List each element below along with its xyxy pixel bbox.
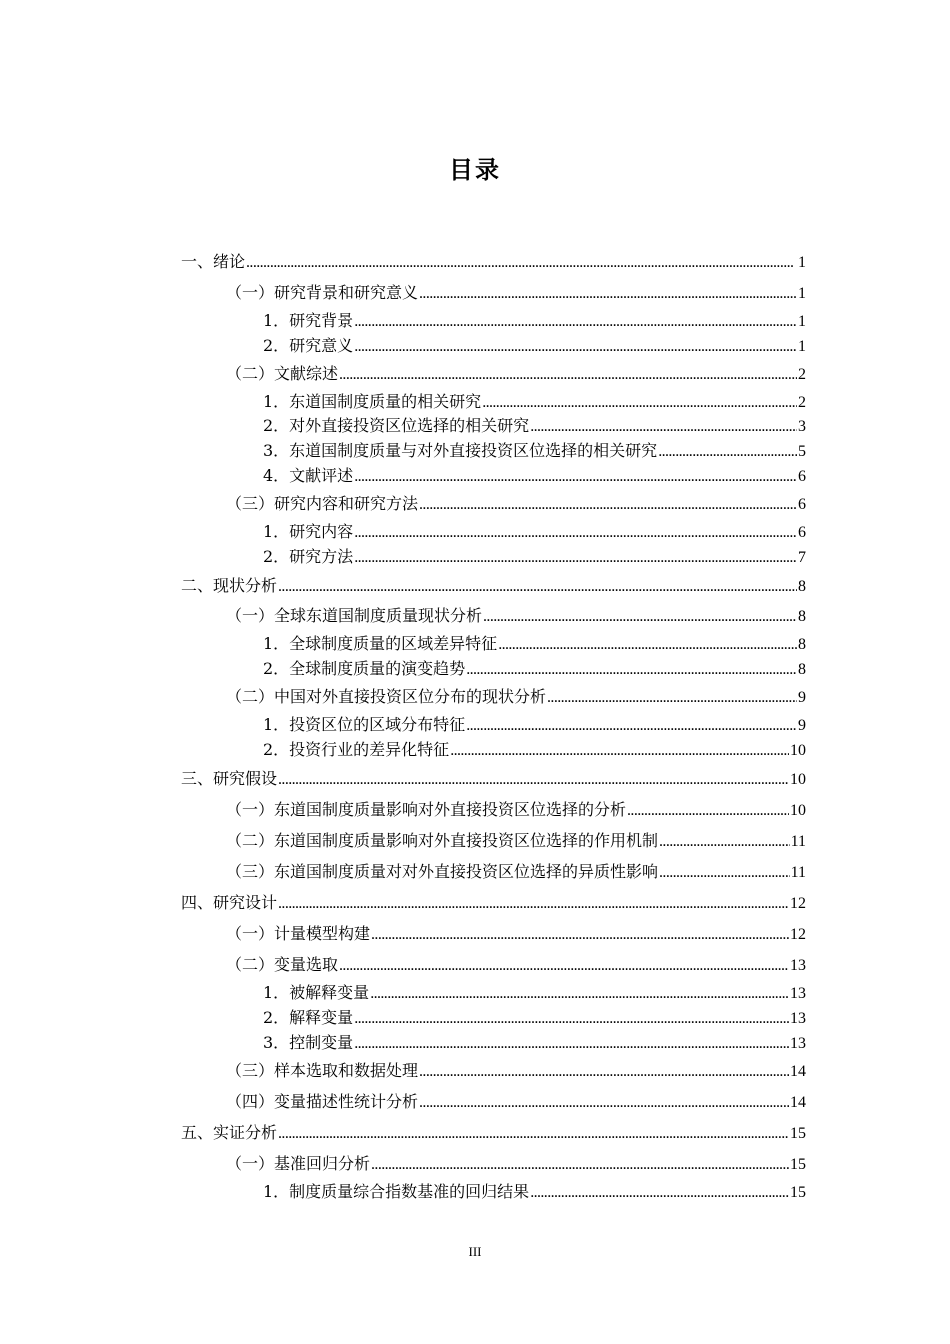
toc-entry[interactable] <box>181 981 806 1005</box>
toc-entry-label: （二）变量选取 <box>226 955 339 974</box>
toc-entry[interactable] <box>181 390 806 414</box>
toc-entry-page: 1 <box>798 313 806 330</box>
dot-leader <box>354 1032 789 1056</box>
toc-entry-page: 12 <box>790 926 806 943</box>
toc-entry[interactable] <box>181 767 806 791</box>
toc-entry[interactable] <box>181 604 806 628</box>
toc-entry-label: （二）中国对外直接投资区位分布的现状分析 <box>226 687 547 706</box>
toc-entry-label: （三）研究内容和研究方法 <box>226 494 419 513</box>
toc-entry-label: 4．文献评述 <box>263 466 354 485</box>
toc-entry-page: 11 <box>790 833 806 850</box>
toc-entry-label: 2．全球制度质量的演变趋势 <box>263 659 466 678</box>
dot-leader <box>450 739 789 763</box>
dot-leader <box>278 768 789 792</box>
toc-entry-label: 1．全球制度质量的区域差异特征 <box>263 634 498 653</box>
toc-entry[interactable] <box>181 545 806 569</box>
dot-leader <box>246 251 797 275</box>
toc-entry[interactable] <box>181 464 806 488</box>
toc-entry-page: 9 <box>798 717 806 734</box>
toc-title: 目录 <box>449 156 501 184</box>
toc-entry[interactable] <box>181 1031 806 1055</box>
dot-leader <box>354 1007 789 1031</box>
dot-leader <box>627 799 789 823</box>
dot-leader <box>371 1153 789 1177</box>
toc-entry[interactable] <box>181 738 806 762</box>
toc-entry[interactable] <box>181 492 806 516</box>
toc-entry-page: 1 <box>798 254 806 271</box>
dot-leader <box>419 282 797 306</box>
toc-entry[interactable] <box>181 250 806 274</box>
toc-entry-label: 三、研究假设 <box>181 769 278 788</box>
toc-entry[interactable] <box>181 1090 806 1114</box>
dot-leader <box>419 1091 789 1115</box>
dot-leader <box>278 892 789 916</box>
dot-leader <box>354 521 797 545</box>
toc-entry-label: （一）东道国制度质量影响对外直接投资区位选择的分析 <box>226 800 627 819</box>
toc-entry-label: （一）基准回归分析 <box>226 1154 371 1173</box>
toc-entry[interactable] <box>181 1152 806 1176</box>
toc-entry-page: 6 <box>798 524 806 541</box>
toc-entry[interactable] <box>181 520 806 544</box>
toc-entry[interactable] <box>181 657 806 681</box>
toc-entry-label: （二）文献综述 <box>226 364 339 383</box>
toc-entry[interactable] <box>181 860 806 884</box>
dot-leader <box>498 633 797 657</box>
toc-entry-label: 1．制度质量综合指数基准的回归结果 <box>263 1182 530 1201</box>
toc-entry-page: 14 <box>790 1063 806 1080</box>
dot-leader <box>354 310 797 334</box>
toc-entry-label: 3．控制变量 <box>263 1033 354 1052</box>
toc-entry-page: 10 <box>790 742 806 759</box>
dot-leader <box>419 493 797 517</box>
dot-leader <box>482 391 797 415</box>
toc-entry[interactable] <box>181 439 806 463</box>
toc-entry[interactable] <box>181 829 806 853</box>
toc-entry-page: 15 <box>790 1156 806 1173</box>
toc-entry-label: （四）变量描述性统计分析 <box>226 1092 419 1111</box>
toc-entry-label: 1．研究背景 <box>263 311 354 330</box>
dot-leader <box>371 923 789 947</box>
toc-entry-page: 13 <box>790 1010 806 1027</box>
toc-entry-page: 11 <box>790 864 806 881</box>
toc-entry-label: 2．解释变量 <box>263 1008 354 1027</box>
toc-entry-label: 3．东道国制度质量与对外直接投资区位选择的相关研究 <box>263 441 658 460</box>
toc-entry-label: 五、实证分析 <box>181 1123 278 1142</box>
dot-leader <box>659 830 790 854</box>
toc-entry-label: （三）样本选取和数据处理 <box>226 1061 419 1080</box>
toc-entry[interactable] <box>181 362 806 386</box>
toc-entry-page: 1 <box>798 285 806 302</box>
toc-entry[interactable] <box>181 414 806 438</box>
toc-entry-page: 6 <box>798 496 806 513</box>
dot-leader <box>278 575 797 599</box>
toc-entry[interactable] <box>181 1059 806 1083</box>
toc-entry-page: 13 <box>790 985 806 1002</box>
toc-entry-label: 四、研究设计 <box>181 893 278 912</box>
toc-entry[interactable] <box>181 798 806 822</box>
dot-leader <box>530 1181 789 1205</box>
dot-leader <box>530 415 797 439</box>
toc-entry-label: 2．研究方法 <box>263 547 354 566</box>
dot-leader <box>354 335 797 359</box>
toc-entry-label: 一、绪论 <box>181 252 246 271</box>
toc-entry-label: 1．投资区位的区域分布特征 <box>263 715 466 734</box>
toc-entry-page: 8 <box>798 578 806 595</box>
toc-entry-page: 1 <box>798 338 806 355</box>
dot-leader <box>658 440 797 464</box>
toc-entry-page: 15 <box>790 1184 806 1201</box>
toc-entry-page: 2 <box>798 366 806 383</box>
toc-entry-page: 10 <box>790 771 806 788</box>
toc-entry[interactable] <box>181 632 806 656</box>
toc-entry[interactable] <box>181 713 806 737</box>
toc-entry-page: 5 <box>798 443 806 460</box>
toc-entry[interactable] <box>181 334 806 358</box>
dot-leader <box>354 546 797 570</box>
toc-entry-label: 1．研究内容 <box>263 522 354 541</box>
toc-entry-page: 10 <box>790 802 806 819</box>
toc-entry-page: 13 <box>790 957 806 974</box>
toc-entry-label: 2．对外直接投资区位选择的相关研究 <box>263 416 530 435</box>
dot-leader <box>339 363 797 387</box>
toc-entry-label: （一）计量模型构建 <box>226 924 371 943</box>
toc-entry-label: （三）东道国制度质量对对外直接投资区位选择的异质性影响 <box>226 862 659 881</box>
toc-entry[interactable] <box>181 953 806 977</box>
dot-leader <box>339 954 789 978</box>
toc-entry-label: （二）东道国制度质量影响对外直接投资区位选择的作用机制 <box>226 831 659 850</box>
toc-entry-page: 15 <box>790 1125 806 1142</box>
toc-entry-page: 3 <box>798 418 806 435</box>
toc-entry[interactable] <box>181 1006 806 1030</box>
toc-entry-page: 2 <box>798 394 806 411</box>
toc-entry-page: 8 <box>798 636 806 653</box>
toc-entry-page: 13 <box>790 1035 806 1052</box>
dot-leader <box>659 861 790 885</box>
toc-entry-label: 2．研究意义 <box>263 336 354 355</box>
toc-entry[interactable] <box>181 309 806 333</box>
toc-entry[interactable] <box>181 1121 806 1145</box>
toc-entry-page: 12 <box>790 895 806 912</box>
toc-entry[interactable] <box>181 922 806 946</box>
toc-entry-page: 6 <box>798 468 806 485</box>
toc-entry[interactable] <box>181 281 806 305</box>
toc-entry[interactable] <box>181 685 806 709</box>
toc-entry-label: 1．东道国制度质量的相关研究 <box>263 392 482 411</box>
page-number: III <box>468 1244 482 1259</box>
toc-entry-page: 9 <box>798 689 806 706</box>
toc-entry[interactable] <box>181 574 806 598</box>
toc-entry-label: （一）研究背景和研究意义 <box>226 283 419 302</box>
toc-entry-page: 7 <box>798 549 806 566</box>
toc-entry[interactable] <box>181 1180 806 1204</box>
dot-leader <box>354 465 797 489</box>
dot-leader <box>370 982 789 1006</box>
dot-leader <box>483 605 797 629</box>
toc-entry-label: （一）全球东道国制度质量现状分析 <box>226 606 483 625</box>
toc-entry-label: 1．被解释变量 <box>263 983 370 1002</box>
toc-entry-label: 二、现状分析 <box>181 576 278 595</box>
toc-entry-page: 14 <box>790 1094 806 1111</box>
toc-entry[interactable] <box>181 891 806 915</box>
toc-entry-label: 2．投资行业的差异化特征 <box>263 740 450 759</box>
dot-leader <box>547 686 797 710</box>
dot-leader <box>466 658 797 682</box>
toc-entry-page: 8 <box>798 661 806 678</box>
dot-leader <box>419 1060 789 1084</box>
dot-leader <box>466 714 797 738</box>
toc-entry-page: 8 <box>798 608 806 625</box>
dot-leader <box>278 1122 789 1146</box>
